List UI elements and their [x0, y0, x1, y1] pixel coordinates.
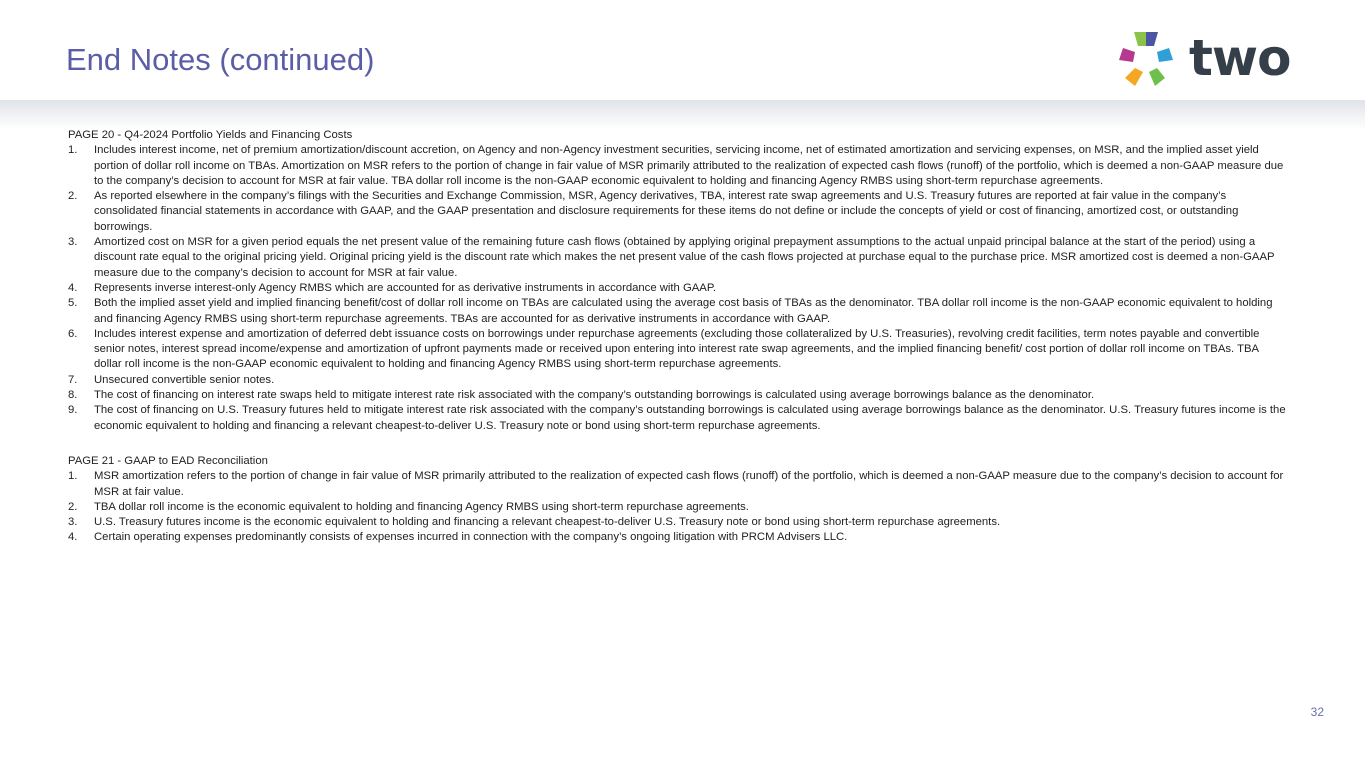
page-number: 32 [1310, 705, 1324, 719]
note-number: 4. [68, 281, 78, 294]
note-text: Amortized cost on MSR for a given period equals the net present value of the remaining future cash flows (obtained by applying original prepayment assumptions to the actual unpaid principal balance at the start of the period) using a discount rate equal to the original pricing yield. Original pricing yield is the discount rate which makes the net present value of the cash flows projected at purchase equal to the purchase price. MSR amortized cost is deemed a non-GAAP measure due to the company’s decision to account for MSR at fair value. [94, 236, 1275, 279]
note-item [68, 373, 1288, 388]
end-notes-body [68, 128, 1288, 566]
logo-mark-segment [1125, 68, 1143, 86]
note-item [68, 296, 1288, 327]
note-item [68, 281, 1288, 296]
note-item [68, 235, 1288, 281]
company-logo [1113, 26, 1293, 92]
note-text: Represents inverse interest-only Agency RMBS which are accounted for as derivative instruments in accordance with GAAP. [94, 281, 717, 294]
note-text: TBA dollar roll income is the economic equivalent to holding and financing Agency RMBS using short-term repurchase agreements. [94, 500, 749, 513]
note-number: 9. [68, 404, 78, 417]
note-number: 2. [68, 500, 78, 513]
note-text: As reported elsewhere in the company’s filings with the Securities and Exchange Commission, MSR, Agency derivatives, TBA, interest rate swap agreements and U.S. Treasury futures are reported at fair value in the company’s consolidated financial statements in accordance with GAAP, and the GAAP presentation and disclosure requirements for these items do not define or include the concepts of yield or cost of financing, amortized cost, or outstanding borrowings. [94, 190, 1239, 233]
note-text: MSR amortization refers to the portion of change in fair value of MSR primarily attributed to the realization of expected cash flows (runoff) of the portfolio, which is deemed a non-GAAP measure due to the company’s decision to account for MSR at fair value. [94, 470, 1284, 498]
logo-mark-segment [1146, 32, 1158, 46]
note-list [68, 143, 1288, 434]
note-item [68, 327, 1288, 373]
logo-mark-segments [1119, 32, 1173, 86]
note-number: 1. [68, 470, 78, 483]
note-number: 6. [68, 327, 78, 340]
note-item [68, 403, 1288, 434]
note-text: Includes interest income, net of premium amortization/discount accretion, on Agency and non-Agency investment securities, servicing income, net of estimated amortization and servicing expenses, on MSR, and the implied asset yield portion of dollar roll income on TBAs. Amortization on MSR refers to the portion of change in fair value of MSR primarily attributed to the realization of expected cash flows (runoff) of the portfolio, which is deemed a non-GAAP measure due to the company’s decision to account for MSR at fair value. TBA dollar roll income is the non-GAAP economic equivalent to holding and financing Agency RMBS using short-term repurchase agreements. [94, 144, 1284, 187]
note-number: 1. [68, 144, 78, 157]
logo-mark-segment [1149, 68, 1165, 86]
note-text: Includes interest expense and amortization of deferred debt issuance costs on borrowings under repurchase agreements (excluding those collateralized by U.S. Treasuries), revolving credit facilities, term notes payable and convertible senior notes, interest spread income/expense and amortization of upfront payments made or received upon entering into interest rate swap agreements, and the implied financing benefit/ cost portion of dollar roll income on TBAs. TBA dollar roll income is the non-GAAP economic equivalent to holding and financing Agency RMBS using short-term repurchase agreements. [94, 327, 1260, 371]
note-number: 3. [68, 516, 78, 529]
note-text: Both the implied asset yield and implied financing benefit/cost of dollar roll income on TBAs are calculated using the average cost basis of TBAs as the denominator. TBA dollar roll income is the non-GAAP economic equivalent to holding and financing Agency RMBS using short-term repurchase agreements. TBAs are accounted for as derivative instruments in accordance with GAAP. [94, 297, 1273, 325]
note-text: The cost of financing on U.S. Treasury futures held to mitigate interest rate risk associated with the company’s outstanding borrowings is calculated using average borrowings balance as the denominator. U.S. Treasury futures income is the economic equivalent to holding and financing a relevant cheapest-to-deliver U.S. Treasury note or bond using short-term repurchase agreements. [94, 404, 1286, 432]
logo-wordmark: two [1189, 29, 1291, 87]
page-title: End Notes (continued) [66, 42, 375, 77]
note-number: 7. [68, 373, 78, 386]
note-item [68, 189, 1288, 235]
header-divider [0, 100, 1365, 130]
note-item [68, 530, 1288, 545]
note-number: 2. [68, 190, 78, 203]
note-text: U.S. Treasury futures income is the economic equivalent to holding and financing a relevant cheapest-to-deliver U.S. Treasury note or bond using short-term repurchase agreements. [94, 516, 1001, 529]
note-number: 5. [68, 297, 78, 310]
note-text: Certain operating expenses predominantly consists of expenses incurred in connection with the company’s ongoing litigation with PRCM Advisers LLC. [94, 531, 848, 544]
note-list [68, 469, 1288, 545]
logo-mark-segment [1119, 48, 1135, 62]
note-number: 3. [68, 236, 78, 249]
note-text: The cost of financing on interest rate swaps held to mitigate interest rate risk associated with the company’s outstanding borrowings is calculated using average borrowings balance as the denominator. [94, 389, 1095, 402]
note-number: 4. [68, 531, 78, 544]
logo-mark-segment [1134, 32, 1146, 46]
note-item [68, 515, 1288, 530]
note-item [68, 469, 1288, 500]
logo-star-icon [1113, 26, 1179, 92]
logo-mark-segment [1157, 48, 1173, 62]
note-text: Unsecured convertible senior notes. [94, 373, 275, 386]
section-heading: PAGE 20 - Q4-2024 Portfolio Yields and Financing Costs [68, 129, 353, 141]
note-number: 8. [68, 389, 78, 402]
section-heading: PAGE 21 - GAAP to EAD Reconciliation [68, 454, 268, 467]
note-item [68, 388, 1288, 403]
notes-section-page-20 [68, 128, 1288, 434]
notes-section-page-21 [68, 454, 1288, 546]
note-item [68, 500, 1288, 515]
note-item [68, 143, 1288, 189]
